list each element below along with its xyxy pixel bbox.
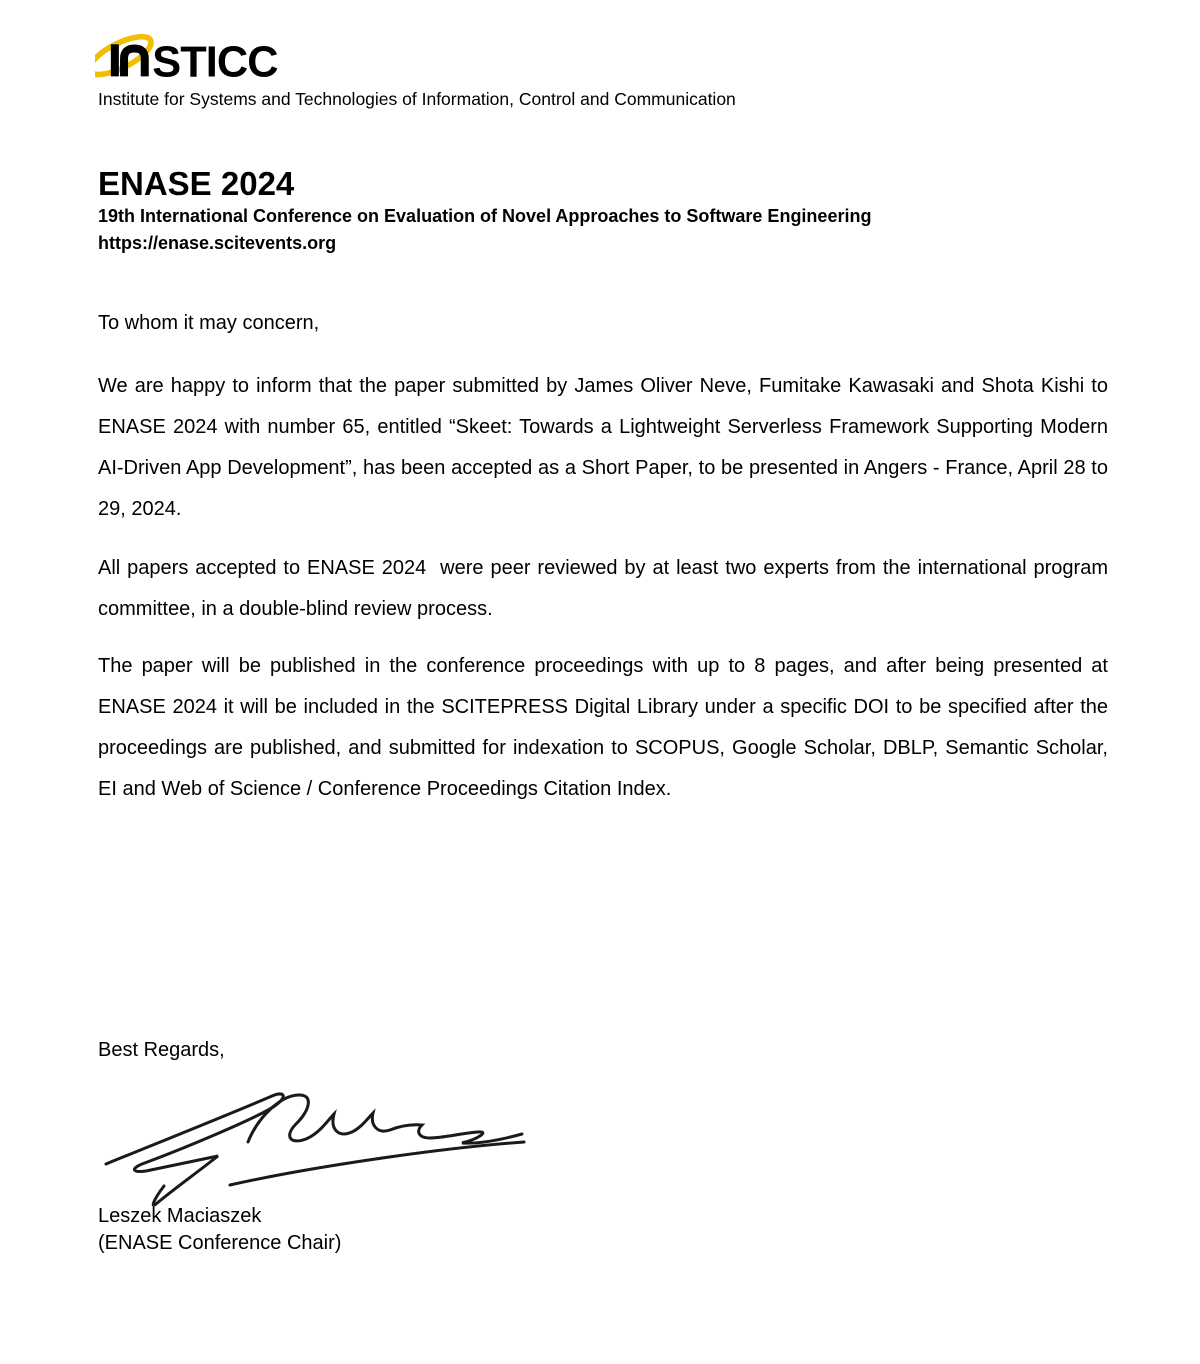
organization-name: Institute for Systems and Technologies of Information, Control and Communication (98, 89, 736, 109)
salutation: To whom it may concern, (98, 312, 320, 334)
signature-stroke-underline (230, 1142, 524, 1185)
signer-name: Leszek Maciaszek (98, 1205, 262, 1227)
logo-letter-i (111, 44, 119, 76)
paragraph-acceptance: We are happy to inform that the paper submitted by James Oliver Neve, Fumitake Kawasaki and Shota Kishi to ENASE 2024 with number 65, entitled “Skeet: Towards a Lightweight Serverless Framework Supporting Modern AI-Driven App Development”, has been accepted as a Short Paper, to be presented in Angers - France, April 28 to 29, 2024. (98, 375, 1108, 520)
handwritten-signature (100, 1080, 540, 1208)
conference-title: ENASE 2024 (98, 165, 295, 202)
signature-stroke-loops (248, 1095, 522, 1143)
insticc-logo (95, 33, 285, 82)
logo-letters-sticc: STICC (152, 38, 278, 82)
signer-block (98, 1203, 341, 1257)
signer-role: (ENASE Conference Chair) (98, 1232, 342, 1254)
conference-subtitle: 19th International Conference on Evaluation of Novel Approaches to Software Engineering (98, 206, 872, 226)
signature-stroke-wedge (106, 1094, 283, 1205)
paragraph-review-process: All papers accepted to ENASE 2024 were peer reviewed by at least two experts from the international program committee, in a double-blind review process. (98, 557, 1108, 620)
closing-regards: Best Regards, (98, 1039, 225, 1061)
conference-url: https://enase.scitevents.org (98, 233, 337, 253)
paragraph-publication: The paper will be published in the conference proceedings with up to 8 pages, and after being presented at ENASE 2024 it will be included in the SCITEPRESS Digital Library under a specific DOI to be specified after the proceedings are published, and submitted for indexation to SCOPUS, Google Scholar, DBLP, Semantic Scholar, EI and Web of Science / Conference Proceedings Citation Index. (98, 655, 1108, 800)
